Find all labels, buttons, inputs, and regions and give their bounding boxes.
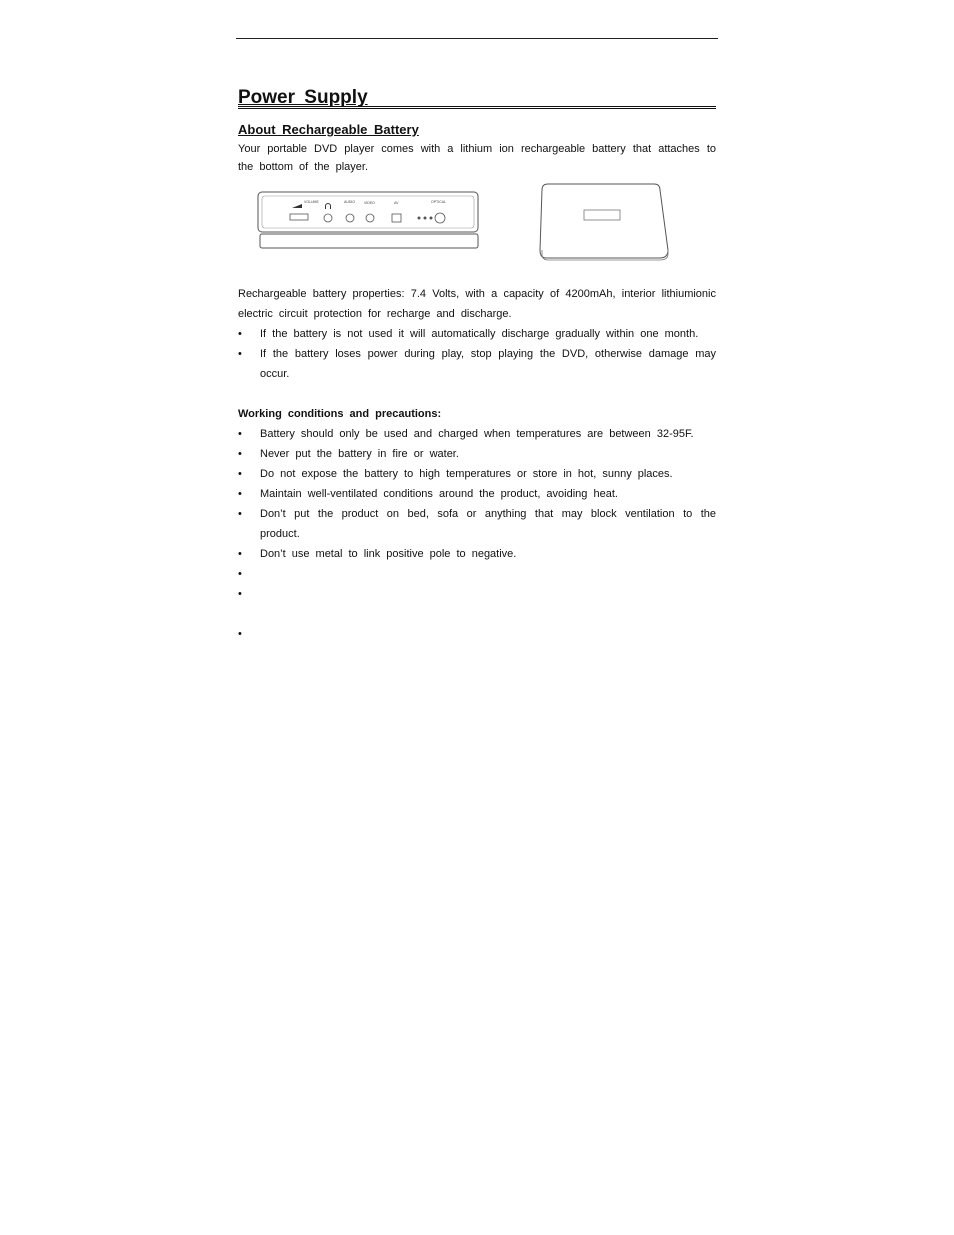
port-label-audio: AUDIO: [344, 200, 356, 204]
list-item: • Don’t use metal to link positive pole to negative.: [238, 544, 716, 564]
precautions-heading: Working conditions and precautions:: [238, 408, 442, 420]
battery-figure: [238, 176, 716, 284]
list-item: • Do not expose the battery to high temperatures or store in hot, sunny places.: [238, 464, 716, 484]
port-label-video: VIDEO: [364, 201, 375, 205]
list-item: • Maintain well-ventilated conditions around the product, avoiding heat.: [238, 484, 716, 504]
port-label-av: AV: [394, 201, 399, 205]
section-subtitle: About Rechargeable Battery: [238, 122, 419, 137]
intro-paragraph: Your portable DVD player comes with a lithium ion rechargeable battery that attaches to the bottom of the player.: [238, 143, 716, 173]
player-side-illustration: [256, 190, 482, 266]
battery-pack-illustration: [536, 180, 672, 264]
empty-list-item: [238, 564, 716, 584]
port-label-volume: VOLUME: [304, 200, 319, 204]
page-title: Power Supply: [238, 87, 368, 108]
precautions-list: [238, 424, 716, 644]
empty-list-item: [238, 584, 716, 604]
list-item: • Don’t put the product on bed, sofa or anything that may block ventilation to the product.: [238, 504, 716, 544]
port-label-optical: OPTICAL: [431, 200, 446, 204]
list-item: • Never put the battery in fire or water.: [238, 444, 716, 464]
list-item: • Battery should only be used and charged when temperatures are between 32-95F.: [238, 424, 716, 444]
battery-properties-paragraph: Rechargeable battery properties: 7.4 Volts, with a capacity of 4200mAh, interior lithiumionic electric circuit protection for recharge and discharge.: [238, 288, 716, 320]
page-content: [238, 86, 716, 644]
list-item: • If the battery loses power during play, stop playing the DVD, otherwise damage may occur.: [238, 344, 716, 384]
header-rule: [236, 38, 718, 39]
empty-list-item: [238, 624, 716, 644]
battery-properties-list: [238, 324, 716, 384]
list-item: • If the battery is not used it will automatically discharge gradually within one month.: [238, 324, 716, 344]
